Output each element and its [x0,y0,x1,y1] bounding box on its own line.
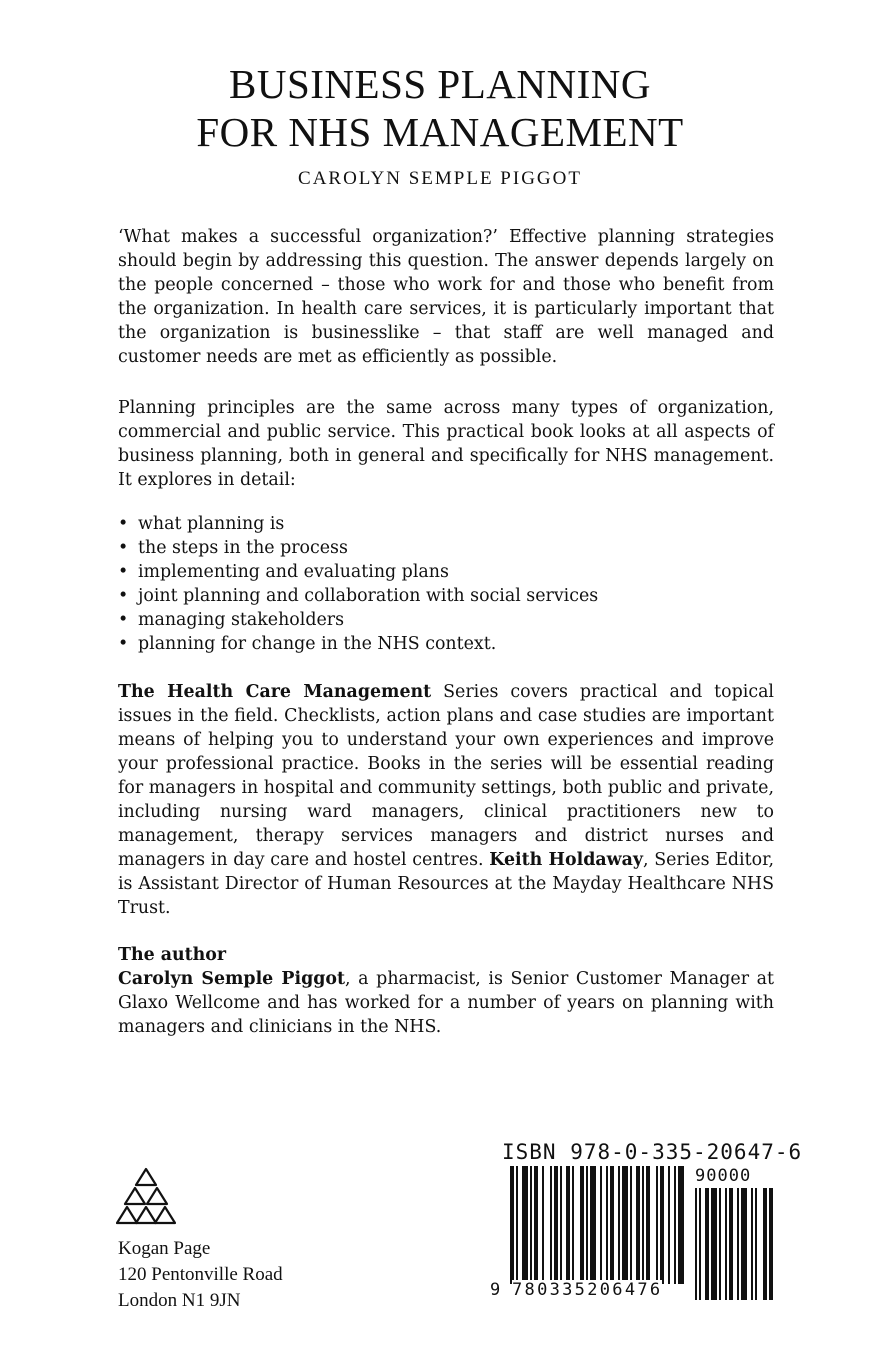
publisher-street: 120 Pentonville Road [118,1264,283,1285]
about-author-text: , a pharmacist, is Senior Customer Manager at Glaxo Wellcome and has worked for a number of years on planning with managers and clinicians in the NHS. [118,969,774,1037]
topics-list [118,512,774,656]
barcode-main-digits: 780335206476 [512,1280,663,1300]
about-author-name: Carolyn Semple Piggot [118,969,346,989]
book-title [0,60,880,156]
bullet-dot: • [118,610,129,630]
publisher-city: London N1 9JN [118,1290,241,1311]
list-item [118,560,774,584]
list-item [118,632,774,656]
title-line-2: FOR NHS MANAGEMENT [196,109,684,155]
isbn-label: ISBN 978-0-335-20647-6 [502,1140,803,1164]
barcode-first-digit: 9 [490,1280,501,1300]
list-item-text: planning for change in the NHS context. [138,634,497,654]
list-item [118,512,774,536]
about-author-paragraph [118,967,774,1039]
bullet-dot: • [118,586,129,606]
series-text-1: Series covers practical and topical issues in the field. Checklists, action plans and case studies are important means of helping you to understand your own experiences and improve your professional practice. Books in the series will be essential reading for managers in hospital and community settings, both public and private, including nursing ward managers, clinical practitioners new to management, therapy services managers and district nurses and managers in day care and hostel centres. [118,682,774,870]
barcode-addon-digits: 90000 [695,1166,752,1186]
bullet-dot: • [118,538,129,558]
list-item-text: joint planning and collaboration with social services [138,586,599,606]
publisher-name: Kogan Page [118,1238,211,1259]
about-author-heading: The author [118,945,227,965]
series-editor: Keith Holdaway [489,850,643,870]
list-item [118,584,774,608]
publisher-logo-icon [116,1166,176,1228]
list-item-text: managing stakeholders [138,610,344,630]
list-item-text: implementing and evaluating plans [138,562,449,582]
list-item-text: the steps in the process [138,538,348,558]
principles-paragraph: Planning principles are the same across many types of organization, commercial and public service. This practical book looks at all aspects of business planning, both in general and specifically for NHS management. It explores in detail: [118,398,774,490]
series-text-2: , Series Editor, is Assistant Director of Human Resources at the Mayday Healthcare NHS Trust. [118,850,774,918]
author-name: CAROLYN SEMPLE PIGGOT [298,168,582,189]
bullet-dot: • [118,634,129,654]
list-item [118,608,774,632]
series-name: The Health Care Management [118,682,432,702]
publisher-address [118,1236,283,1314]
series-paragraph [118,680,774,920]
list-item-text: what planning is [138,514,285,534]
bullet-dot: • [118,562,129,582]
bullet-dot: • [118,514,129,534]
intro-paragraph: ‘What makes a successful organization?’ Effective planning strategies should begin by addressing this question. The answer depends largely on the people concerned – those who work for and those who benefit from the organization. In health care services, it is particularly important that the organization is businesslike – that staff are well managed and customer needs are met as efficiently as possible. [118,227,774,367]
title-line-1: BUSINESS PLANNING [229,61,651,107]
list-item [118,536,774,560]
